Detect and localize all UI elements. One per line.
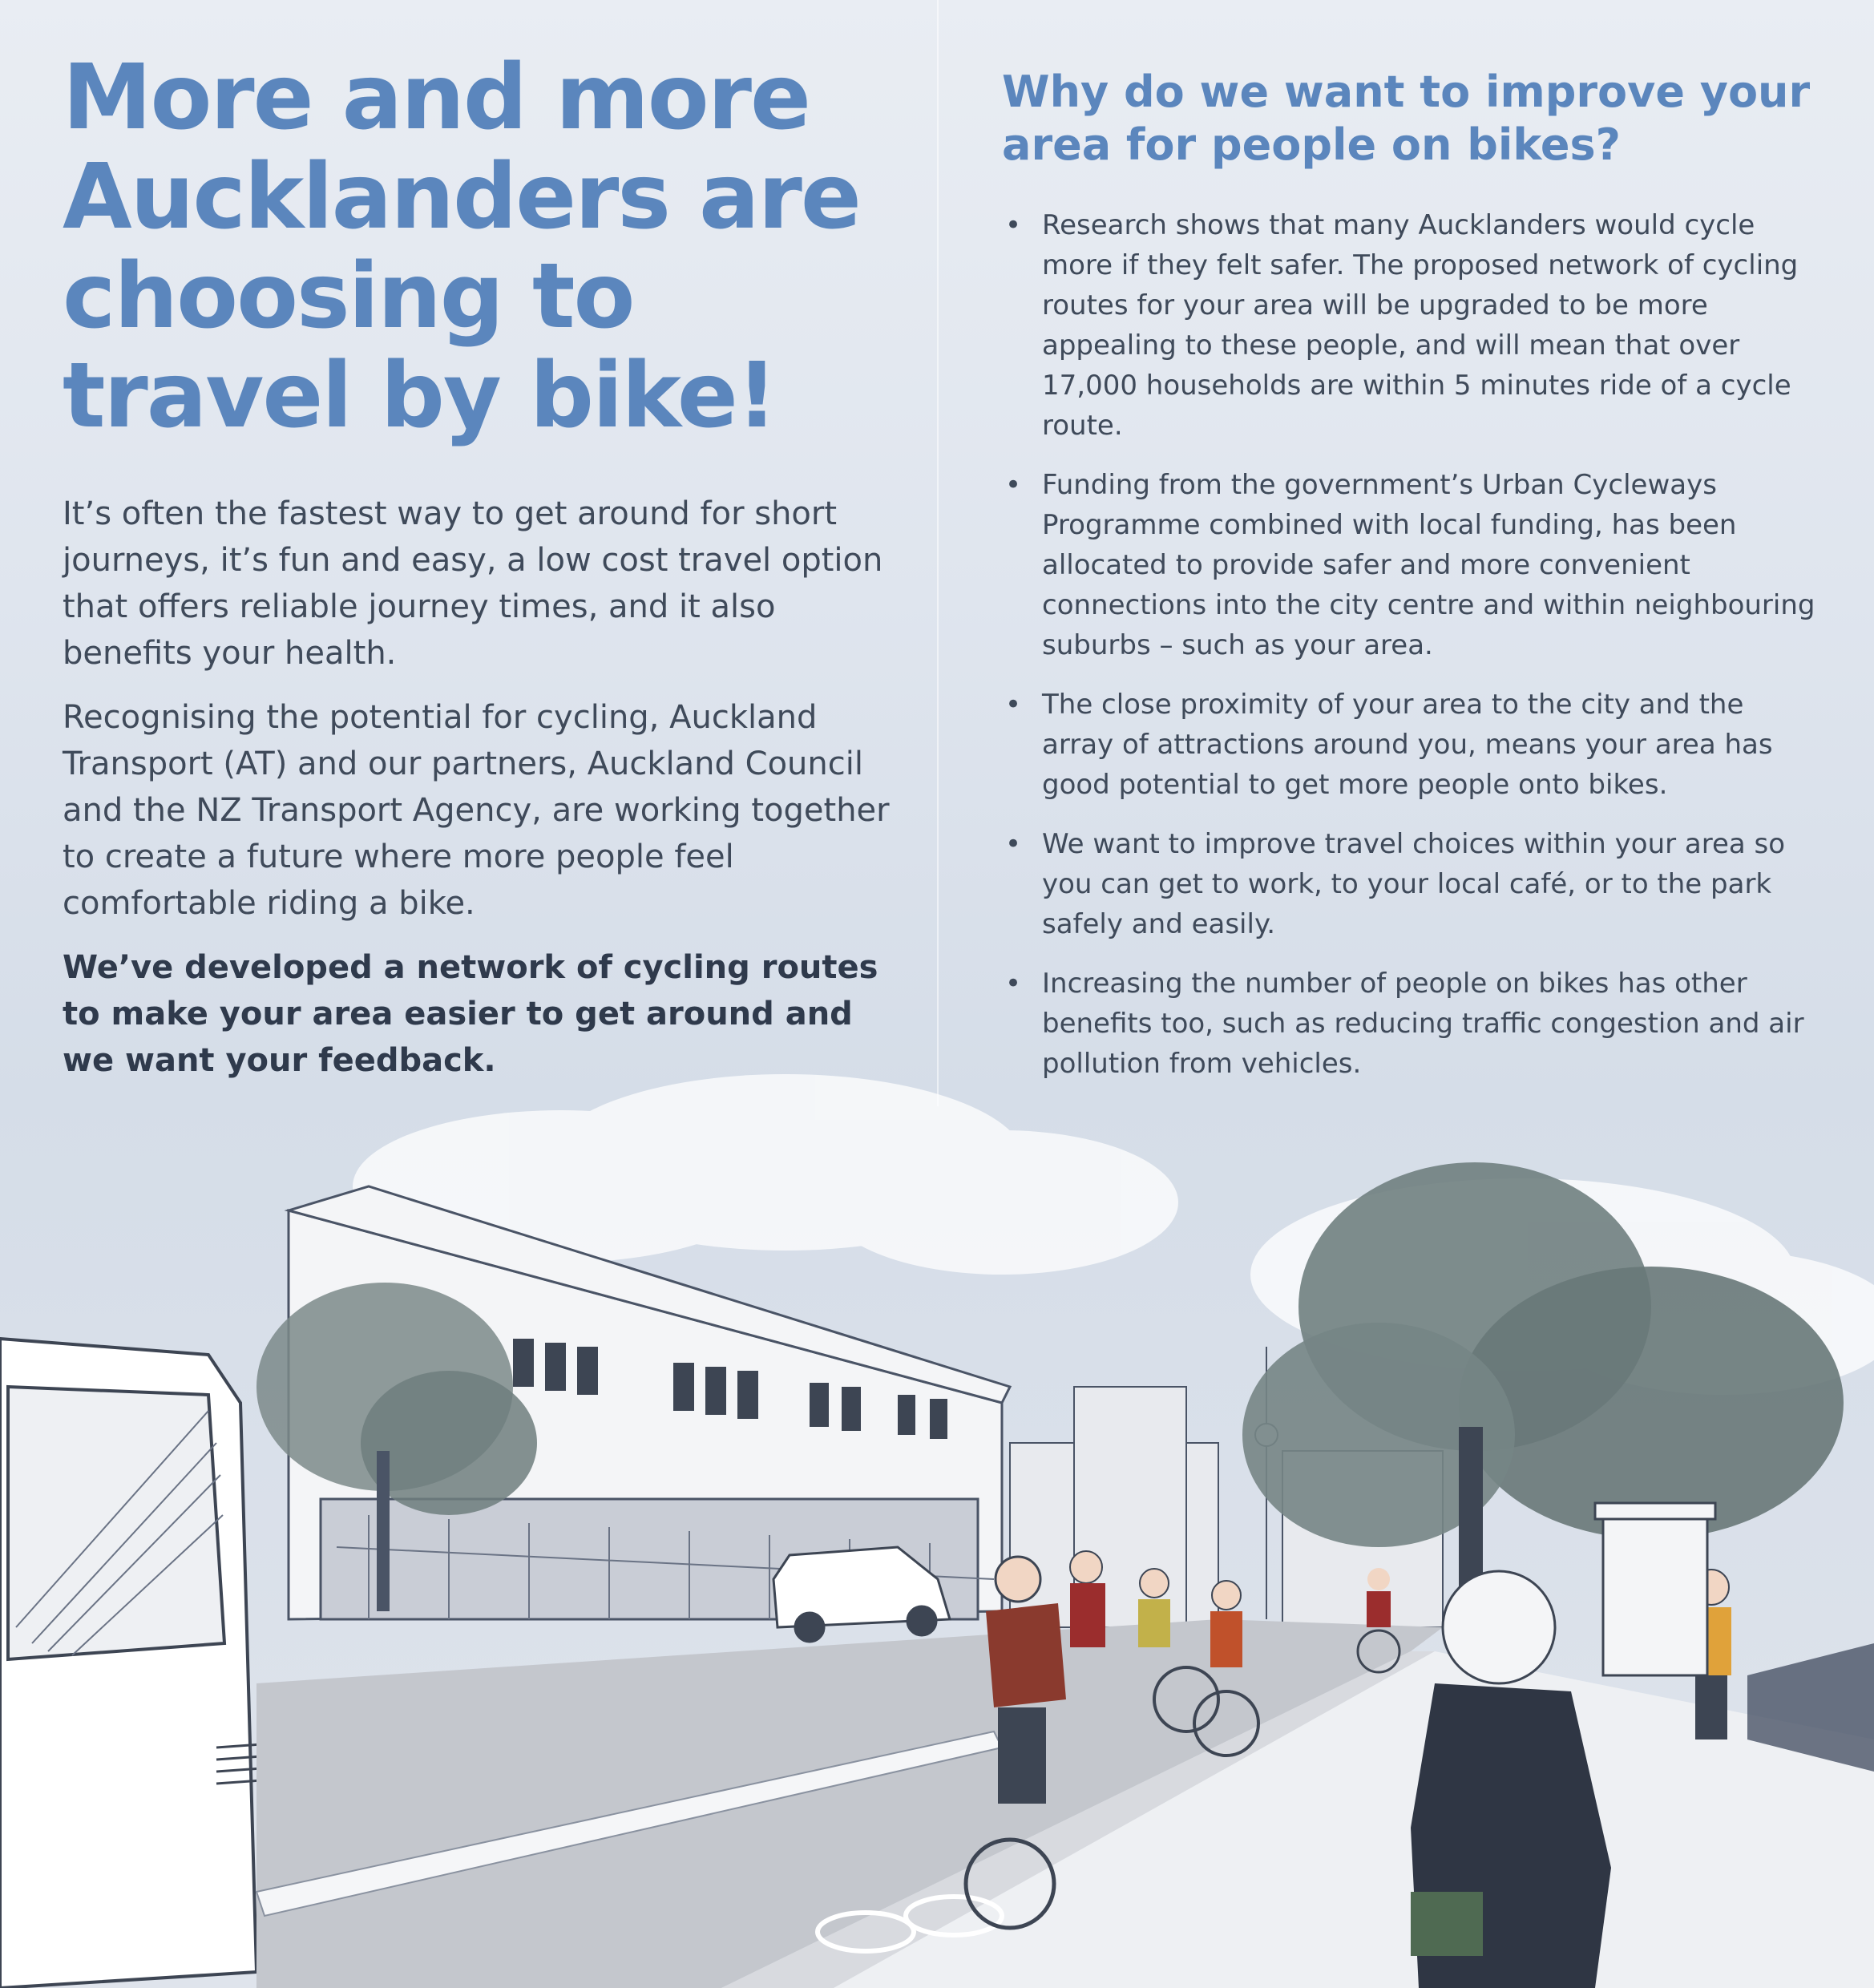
bus-shelter xyxy=(1595,1503,1715,1675)
list-item-text: The close proximity of your area to the city and the array of attractions around you, means your area has good potential to get more people onto bikes. xyxy=(1042,689,1773,801)
pedestrian-foreground xyxy=(1411,1571,1611,1988)
list-item xyxy=(1002,685,1819,805)
list-item xyxy=(1002,465,1819,665)
list-item-text: Increasing the number of people on bikes has other benefits too, such as reducing traffic congestion and air pollution from vehicles. xyxy=(1042,968,1804,1080)
page-title: More and more Aucklanders are choosing to travel by bike! xyxy=(63,46,860,448)
intro-paragraph: It’s often the fastest way to get around for short journeys, it’s fun and easy, a low cost travel option that offers reliable journey times, and it also benefits your health. xyxy=(63,495,883,672)
partners-paragraph: Recognising the potential for cycling, Auckland Transport (AT) and our partners, Auckland Council and the NZ Transport Agency, are working together to create a future where more people feel comfortable riding a bike. xyxy=(63,699,890,922)
feedback-call-to-action: We’ve developed a network of cycling routes to make your area easier to get around and we want your feedback. xyxy=(63,949,878,1079)
column-divider xyxy=(937,0,939,1106)
bullet-icon: • xyxy=(1005,828,1022,860)
right-column xyxy=(1002,66,1819,1103)
section-heading: Why do we want to improve your area for people on bikes? xyxy=(1002,67,1811,170)
bullet-icon: • xyxy=(1005,968,1022,1000)
list-item-text: Funding from the government’s Urban Cycleways Programme combined with local funding, has been allocated to provide safer and more convenient connections into the city centre and within neighbouring suburbs – such as your area. xyxy=(1042,469,1815,661)
list-item xyxy=(1002,205,1819,446)
bus xyxy=(0,1339,273,1988)
bullet-icon: • xyxy=(1005,209,1022,241)
list-item xyxy=(1002,824,1819,944)
street-scene-illustration xyxy=(0,1066,1874,1988)
left-column xyxy=(63,48,896,1084)
reasons-list xyxy=(1002,205,1819,1084)
list-item-text: Research shows that many Aucklanders would cycle more if they felt safer. The proposed network of cycling routes for your area will be upgraded to be more appealing to these people, and will mean that over 17,000 households are within 5 minutes ride of a cycle route. xyxy=(1042,209,1799,442)
bullet-icon: • xyxy=(1005,469,1022,501)
bullet-icon: • xyxy=(1005,689,1022,721)
list-item-text: We want to improve travel choices within your area so you can get to work, to your local café, or to the park safely and easily. xyxy=(1042,828,1786,940)
